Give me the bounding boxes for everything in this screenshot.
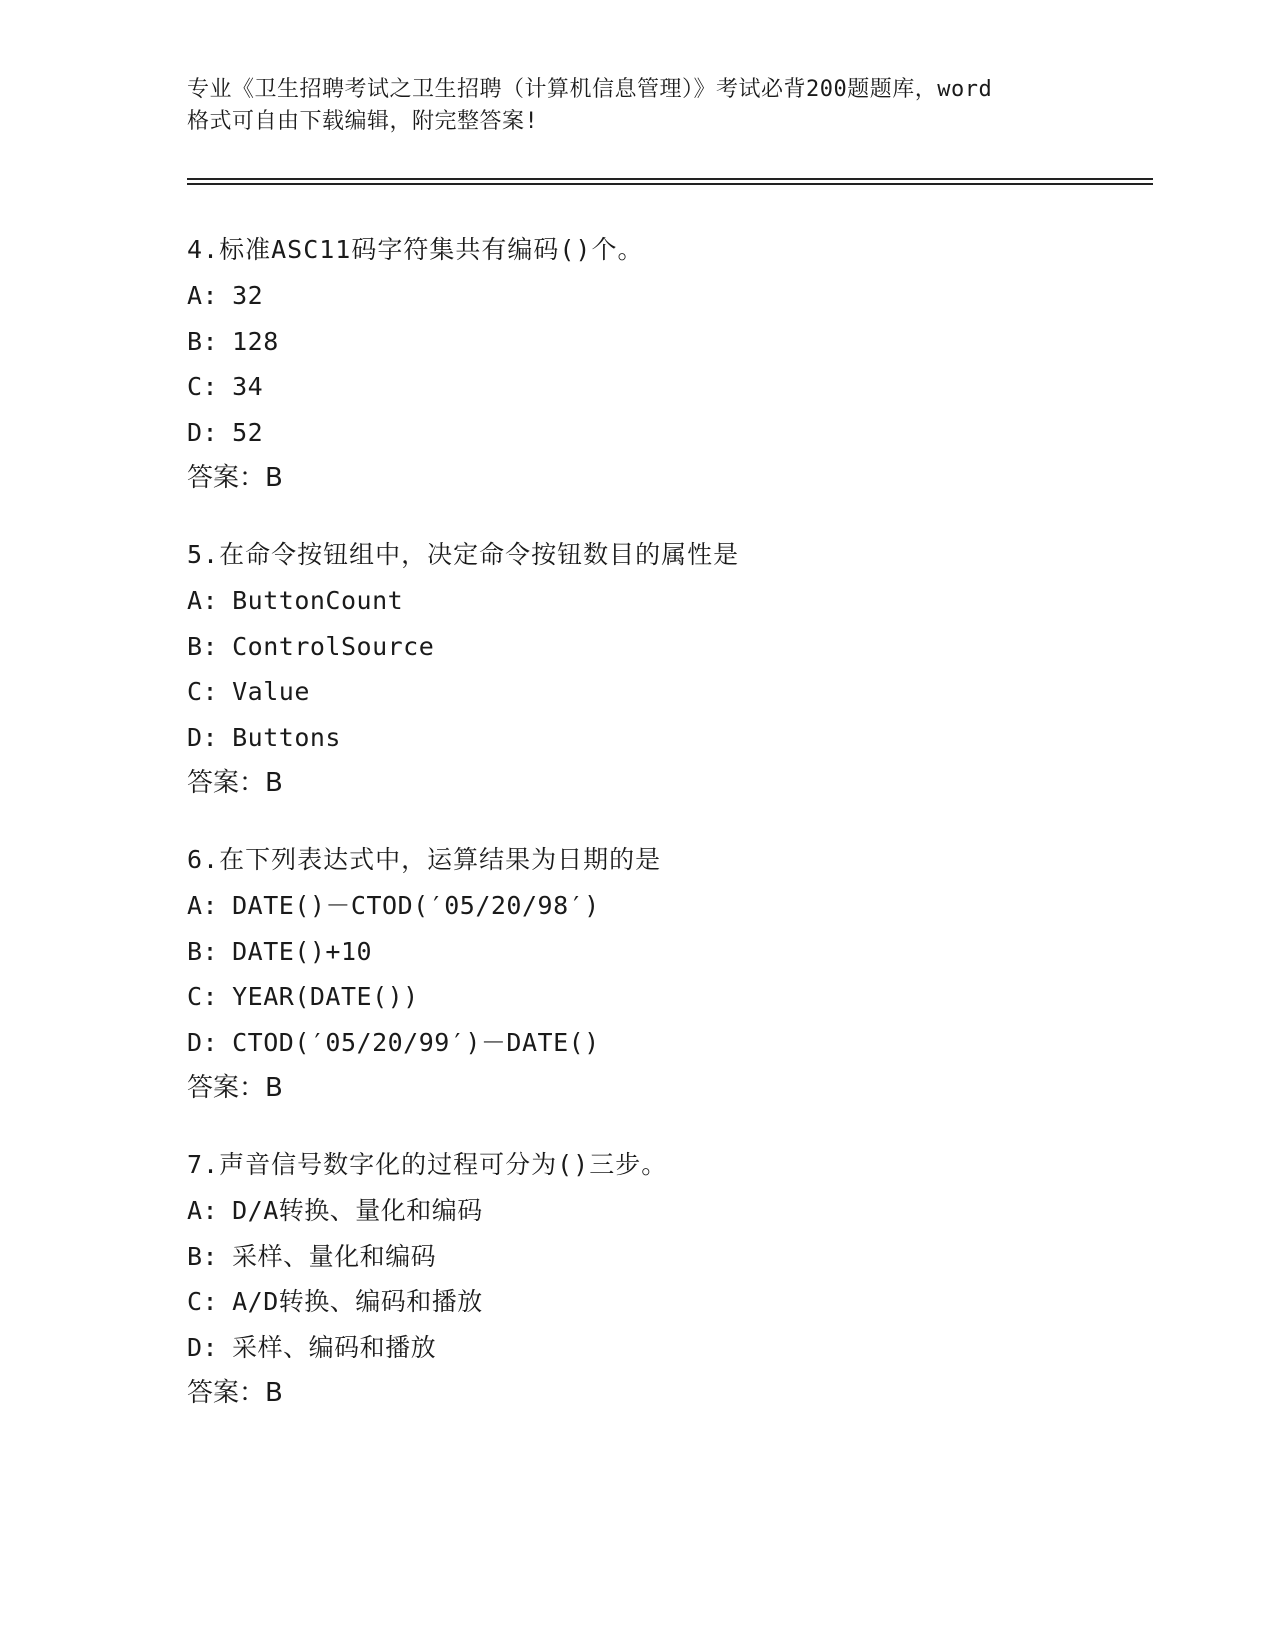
option-d [187, 1020, 1127, 1066]
option-text: 采样、量化和编码 [232, 1241, 437, 1271]
question-text: 4.标准ASC11码字符集共有编码()个。 [187, 235, 644, 264]
document-header [187, 74, 1107, 138]
option-d [187, 715, 1127, 761]
option-text: D/A转换、量化和编码 [232, 1196, 483, 1225]
option-letter: C: [187, 372, 219, 401]
option-letter: B: [187, 936, 219, 966]
option-b [187, 624, 1127, 670]
option-b [187, 319, 1127, 365]
question-5 [187, 532, 1127, 806]
option-text: DATE()+10 [232, 936, 373, 966]
header-divider-bottom [187, 183, 1153, 185]
option-text: 52 [232, 417, 264, 447]
header-title-line-2: 格式可自由下载编辑，附完整答案! [187, 109, 539, 134]
option-text: Value [232, 677, 310, 706]
option-c [187, 974, 1127, 1020]
question-text: 6.在下列表达式中，运算结果为日期的是 [187, 845, 662, 874]
option-a [187, 883, 1127, 929]
header-divider-top [187, 178, 1153, 180]
option-letter: A: [187, 281, 219, 310]
option-text: DATE()－CTOD(′05/20/98′) [232, 891, 600, 920]
answer-line: 答案：B [187, 463, 283, 493]
answer-line: 答案：B [187, 1073, 283, 1103]
option-a [187, 273, 1127, 319]
option-text: 采样、编码和播放 [232, 1332, 437, 1362]
option-letter: C: [187, 982, 219, 1011]
option-text: 32 [232, 281, 264, 310]
question-text: 7.声音信号数字化的过程可分为()三步。 [187, 1150, 668, 1179]
question-4 [187, 227, 1127, 501]
option-letter: D: [187, 722, 219, 752]
option-text: YEAR(DATE()) [232, 982, 419, 1011]
option-c [187, 364, 1127, 410]
option-letter: D: [187, 1332, 219, 1362]
option-a [187, 1188, 1127, 1234]
option-a [187, 578, 1127, 624]
option-b [187, 929, 1127, 975]
option-text: 34 [232, 372, 264, 401]
option-b [187, 1234, 1127, 1280]
answer-line: 答案：B [187, 768, 283, 798]
option-d [187, 1325, 1127, 1371]
option-text: CTOD(′05/20/99′)－DATE() [232, 1027, 600, 1057]
option-text: ButtonCount [232, 586, 404, 615]
option-letter: C: [187, 1287, 219, 1316]
header-title-line-1: 专业《卫生招聘考试之卫生招聘（计算机信息管理）》考试必背200题题库，word [187, 77, 993, 102]
option-d [187, 410, 1127, 456]
answer-line: 答案：B [187, 1378, 283, 1408]
option-letter: A: [187, 586, 219, 615]
option-c [187, 669, 1127, 715]
option-letter: A: [187, 891, 219, 920]
option-letter: A: [187, 1196, 219, 1225]
option-letter: B: [187, 1241, 219, 1271]
option-letter: D: [187, 1027, 219, 1057]
option-letter: C: [187, 677, 219, 706]
question-6 [187, 837, 1127, 1111]
option-letter: D: [187, 417, 219, 447]
option-letter: B: [187, 631, 219, 661]
question-text: 5.在命令按钮组中，决定命令按钮数目的属性是 [187, 540, 740, 569]
option-letter: B: [187, 326, 219, 356]
option-c [187, 1279, 1127, 1325]
option-text: 128 [232, 326, 279, 356]
option-text: Buttons [232, 722, 341, 752]
option-text: ControlSource [232, 631, 435, 661]
question-7 [187, 1142, 1127, 1416]
option-text: A/D转换、编码和播放 [232, 1287, 483, 1316]
